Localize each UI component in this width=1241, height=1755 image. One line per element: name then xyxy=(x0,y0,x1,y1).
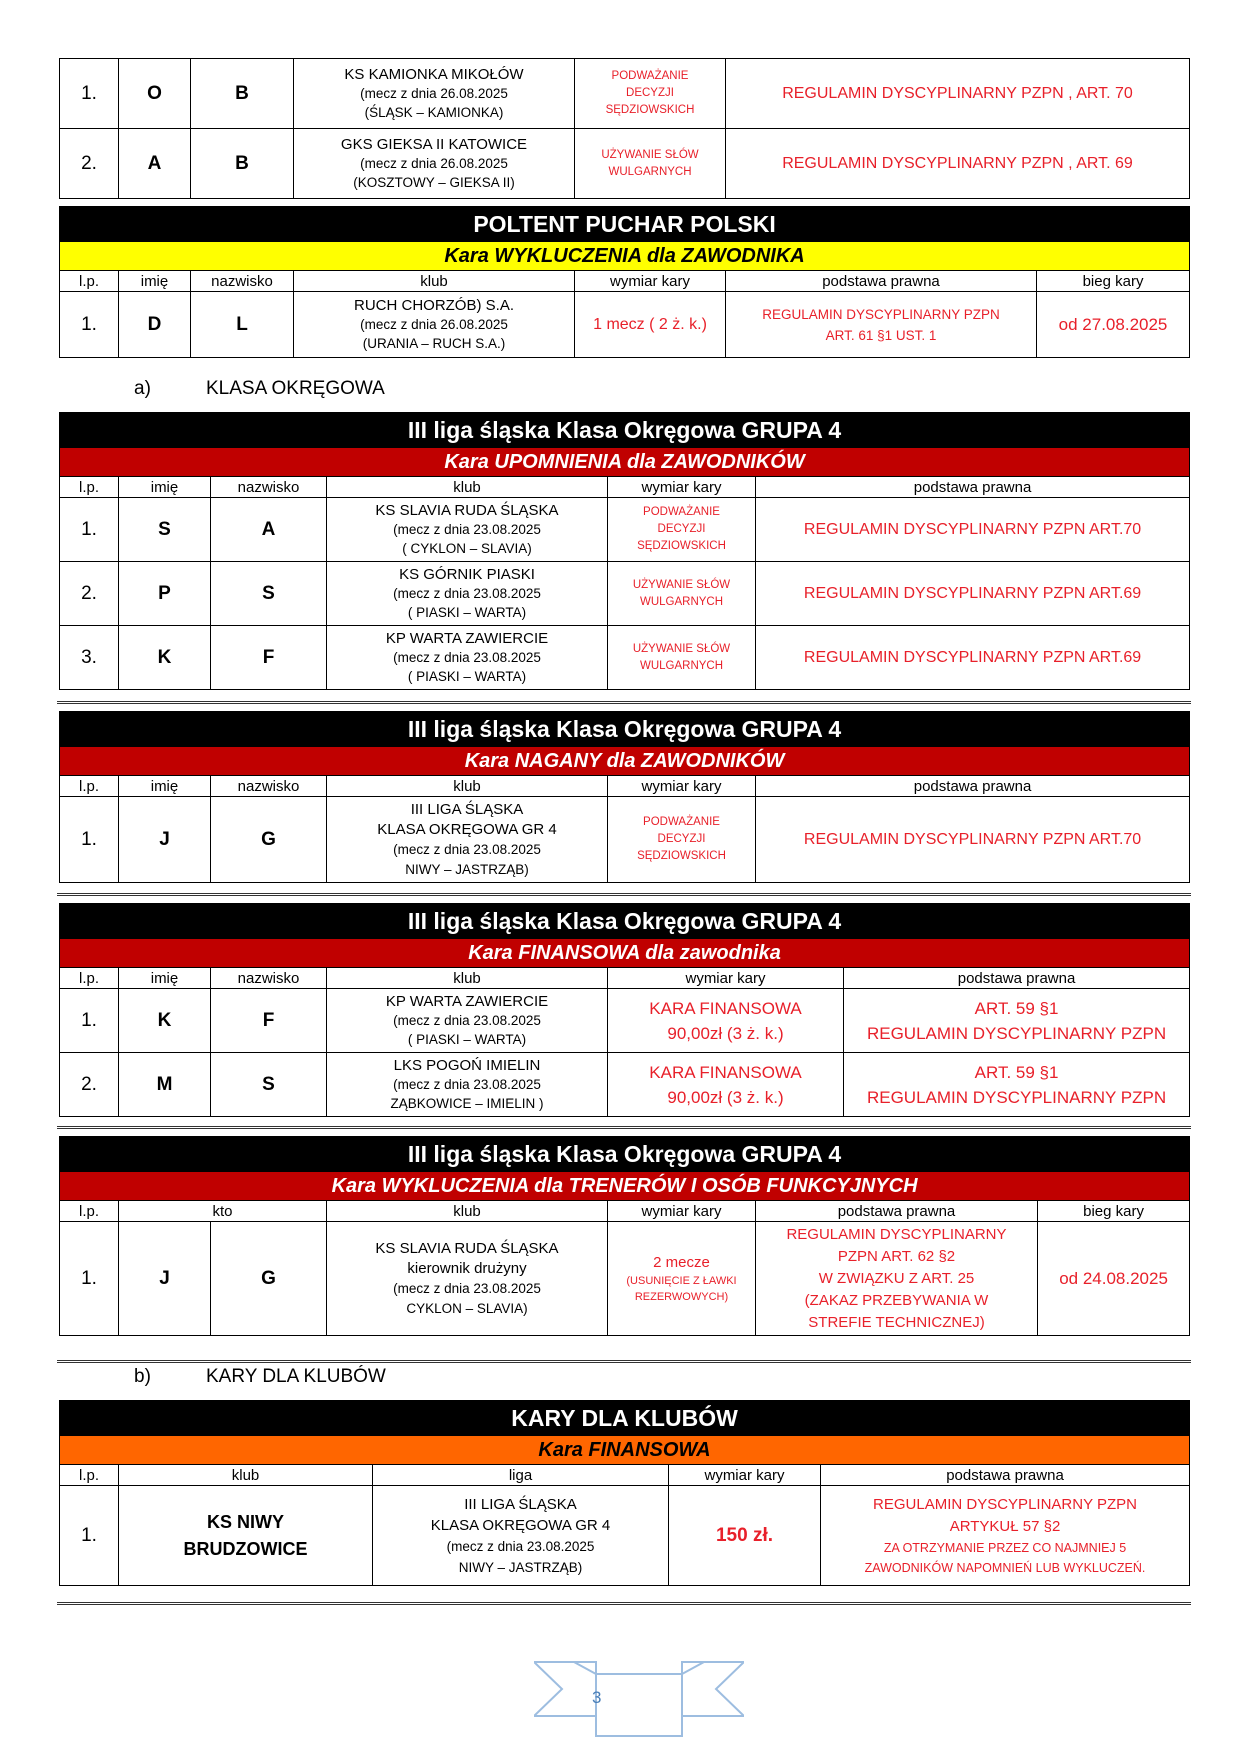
club-cell xyxy=(294,292,575,358)
legal-basis-cell: REGULAMIN DYSCYPLINARNY PZPN ART.69 xyxy=(756,562,1190,626)
column-header: imię xyxy=(119,271,191,292)
basis-line: REGULAMIN DYSCYPLINARNY xyxy=(786,1225,1007,1243)
legal-basis-cell: REGULAMIN DYSCYPLINARNY PZPN , ART. 69 xyxy=(726,129,1190,199)
reason-line: UŻYWANIE SŁÓW xyxy=(632,578,731,591)
match-teams: NIWY – JASTRZĄB) xyxy=(405,861,529,877)
club-cell xyxy=(327,1222,608,1336)
match-date: (mecz z dnia 26.08.2025 xyxy=(360,317,508,332)
table-title-row xyxy=(60,207,1190,242)
table-row xyxy=(60,989,1190,1053)
table-subtitle-row xyxy=(60,939,1190,968)
legal-basis-cell xyxy=(844,1053,1190,1117)
match-teams: ( PIASKI – WARTA) xyxy=(407,669,527,684)
match-teams: NIWY – JASTRZĄB) xyxy=(458,1559,583,1575)
reason-line: SĘDZIOWSKICH xyxy=(637,540,726,552)
match-teams: (KOSZTOWY – GIEKSA II) xyxy=(353,175,515,190)
table-row xyxy=(60,292,1190,358)
reprimand-table xyxy=(59,711,1190,883)
club-name: GKS GIEKSA II KATOWICE xyxy=(340,136,528,153)
table-subtitle-row xyxy=(60,242,1190,271)
double-divider xyxy=(57,1602,1191,1605)
penalty-value: 2 mecze xyxy=(653,1253,710,1271)
column-header: l.p. xyxy=(60,477,119,498)
last-name-cell: B xyxy=(191,59,294,129)
last-name-cell: B xyxy=(191,129,294,199)
table-row xyxy=(60,498,1190,562)
match-date: (mecz z dnia 23.08.2025 xyxy=(393,1013,541,1028)
table-row xyxy=(60,1222,1190,1336)
reason-line: WULGARNYCH xyxy=(639,595,724,608)
reason-line: PODWAŻANIE xyxy=(643,816,720,828)
column-header: l.p. xyxy=(60,1465,119,1486)
reason-line: SĘDZIOWSKICH xyxy=(605,104,695,116)
last-name-cell: L xyxy=(191,292,294,358)
club-cell xyxy=(294,59,575,129)
table-row xyxy=(60,797,1190,883)
club-name-line: KS NIWY xyxy=(206,1511,284,1532)
reason-line: PODWAŻANIE xyxy=(611,70,689,82)
double-divider xyxy=(57,1126,1191,1129)
table-subtitle: Kara NAGANY dla ZAWODNIKÓW xyxy=(60,747,1190,776)
legal-basis-cell: REGULAMIN DYSCYPLINARNY PZPN ART.69 xyxy=(756,626,1190,690)
table-title-row xyxy=(60,1137,1190,1172)
club-cell xyxy=(327,498,608,562)
lp-cell: 1. xyxy=(60,1486,119,1586)
basis-line: ZAWODNIKÓW NAPOMNIEŃ LUB WYKLUCZEŃ. xyxy=(864,1560,1146,1575)
reason-line: UŻYWANIE SŁÓW xyxy=(601,148,699,161)
column-header: nazwisko xyxy=(211,968,327,989)
lp-cell: 1. xyxy=(60,1222,119,1336)
club-name-line: BRUDZOWICE xyxy=(183,1538,308,1559)
table-subtitle: Kara UPOMNIENIA dla ZAWODNIKÓW xyxy=(60,448,1190,477)
column-header: nazwisko xyxy=(211,776,327,797)
penalty-cell: 1 mecz ( 2 ż. k.) xyxy=(575,292,726,358)
reason-line: SĘDZIOWSKICH xyxy=(637,850,726,862)
basis-line: ART. 59 §1 xyxy=(974,998,1059,1018)
club-cell xyxy=(294,129,575,199)
penalty-cell: 150 zł. xyxy=(669,1486,821,1586)
run-date-cell: od 27.08.2025 xyxy=(1037,292,1190,358)
table-title: III liga śląska Klasa Okręgowa GRUPA 4 xyxy=(60,413,1190,448)
column-header-row xyxy=(60,1465,1190,1486)
reason-line: DECYZJI xyxy=(657,833,706,845)
reason-line: DECYZJI xyxy=(626,87,674,99)
role-line: kierownik drużyny xyxy=(407,1259,527,1277)
league-line: KLASA OKRĘGOWA GR 4 xyxy=(377,820,557,838)
section-heading: KLASA OKRĘGOWA xyxy=(206,378,385,399)
column-header-row xyxy=(60,968,1190,989)
table-title: III liga śląska Klasa Okręgowa GRUPA 4 xyxy=(60,712,1190,747)
fines-table xyxy=(59,903,1190,1117)
club-name: KS GÓRNIK PIASKI xyxy=(399,566,535,583)
basis-line: ART. 59 §1 xyxy=(974,1062,1059,1082)
section-letter: b) xyxy=(134,1366,151,1387)
first-name-cell: K xyxy=(119,989,211,1053)
last-name-cell: F xyxy=(211,989,327,1053)
legal-basis-cell xyxy=(844,989,1190,1053)
table-subtitle-row xyxy=(60,448,1190,477)
match-teams: (ŚLĄSK – KAMIONKA) xyxy=(364,105,504,120)
club-name: LKS POGOŃ IMIELIN xyxy=(393,1057,541,1074)
column-header: bieg kary xyxy=(1038,1201,1190,1222)
basis-line: ARTYKUŁ 57 §2 xyxy=(949,1517,1061,1535)
basis-line: REGULAMIN DYSCYPLINARNY PZPN xyxy=(866,1087,1167,1107)
club-name: KS KAMIONKA MIKOŁÓW xyxy=(344,66,524,83)
column-header: podstawa prawna xyxy=(821,1465,1190,1486)
reason-line: DECYZJI xyxy=(657,523,706,535)
last-name-cell: S xyxy=(211,562,327,626)
match-teams: ( PIASKI – WARTA) xyxy=(407,1032,527,1047)
match-teams: ( PIASKI – WARTA) xyxy=(407,605,527,620)
league-line: III LIGA ŚLĄSKA xyxy=(410,800,524,818)
cup-table xyxy=(59,206,1190,358)
table-title: POLTENT PUCHAR POLSKI xyxy=(60,207,1190,242)
column-header: wymiar kary xyxy=(608,477,756,498)
column-header: podstawa prawna xyxy=(726,271,1037,292)
penalty-note: REZERWOWYCH) xyxy=(634,1290,729,1303)
match-date: (mecz z dnia 23.08.2025 xyxy=(446,1538,595,1554)
reason-cell xyxy=(575,129,726,199)
first-name-cell: K xyxy=(119,626,211,690)
match-teams: (URANIA – RUCH S.A.) xyxy=(362,336,506,351)
column-header: imię xyxy=(119,477,211,498)
reason-line: WULGARNYCH xyxy=(608,165,692,178)
column-header: nazwisko xyxy=(191,271,294,292)
legal-basis-cell xyxy=(726,292,1037,358)
table-title: III liga śląska Klasa Okręgowa GRUPA 4 xyxy=(60,1137,1190,1172)
club-cell xyxy=(327,1053,608,1117)
basis-line: REGULAMIN DYSCYPLINARNY PZPN xyxy=(866,1023,1167,1043)
column-header: nazwisko xyxy=(211,477,327,498)
double-divider xyxy=(57,893,1191,896)
lp-cell: 2. xyxy=(60,1053,119,1117)
table-row xyxy=(60,129,1190,199)
table-row xyxy=(60,562,1190,626)
match-teams: ( CYKLON – SLAVIA) xyxy=(402,541,532,556)
section-heading: KARY DLA KLUBÓW xyxy=(206,1366,386,1387)
penalty-line: 90,00zł (3 ż. k.) xyxy=(667,1023,784,1043)
page-number: 3 xyxy=(592,1688,602,1707)
column-header: klub xyxy=(327,1201,608,1222)
first-name-cell: J xyxy=(119,797,211,883)
first-name-cell: M xyxy=(119,1053,211,1117)
last-name-cell: S xyxy=(211,1053,327,1117)
column-header-row xyxy=(60,1201,1190,1222)
lp-cell: 2. xyxy=(60,129,119,199)
club-cell xyxy=(119,1486,373,1586)
penalty-cell xyxy=(608,1053,844,1117)
club-cell xyxy=(327,797,608,883)
reason-cell xyxy=(575,59,726,129)
club-cell xyxy=(327,562,608,626)
run-date-cell: od 24.08.2025 xyxy=(1038,1222,1190,1336)
lp-cell: 3. xyxy=(60,626,119,690)
table-title-row xyxy=(60,1401,1190,1436)
basis-line: W ZWIĄZKU Z ART. 25 xyxy=(818,1269,975,1287)
table-title: KARY DLA KLUBÓW xyxy=(60,1401,1190,1436)
warnings-table xyxy=(59,412,1190,690)
lp-cell: 2. xyxy=(60,562,119,626)
reason-line: PODWAŻANIE xyxy=(643,506,720,518)
reason-line: WULGARNYCH xyxy=(639,659,724,672)
first-name-cell: J xyxy=(119,1222,211,1336)
penalty-note: (USUNIĘCIE Z ŁAWKI xyxy=(626,1274,737,1287)
penalty-line: 90,00zł (3 ż. k.) xyxy=(667,1087,784,1107)
column-header: imię xyxy=(119,968,211,989)
legal-basis-cell: REGULAMIN DYSCYPLINARNY PZPN , ART. 70 xyxy=(726,59,1190,129)
first-name-cell: S xyxy=(119,498,211,562)
column-header: podstawa prawna xyxy=(756,1201,1038,1222)
last-name-cell: G xyxy=(211,797,327,883)
column-header: klub xyxy=(327,477,608,498)
last-name-cell: G xyxy=(211,1222,327,1336)
column-header: imię xyxy=(119,776,211,797)
club-cell xyxy=(327,989,608,1053)
first-name-cell: D xyxy=(119,292,191,358)
penalty-cell xyxy=(608,989,844,1053)
last-name-cell: F xyxy=(211,626,327,690)
column-header: podstawa prawna xyxy=(756,477,1190,498)
league-line: III LIGA ŚLĄSKA xyxy=(464,1495,577,1513)
match-date: (mecz z dnia 23.08.2025 xyxy=(393,1280,541,1296)
lp-cell: 1. xyxy=(60,498,119,562)
match-date: (mecz z dnia 23.08.2025 xyxy=(393,650,541,665)
match-date: (mecz z dnia 23.08.2025 xyxy=(393,522,541,537)
column-header: klub xyxy=(327,776,608,797)
table-title-row xyxy=(60,904,1190,939)
legal-basis-cell: REGULAMIN DYSCYPLINARNY PZPN ART.70 xyxy=(756,498,1190,562)
basis-line: STREFIE TECHNICZNEJ) xyxy=(808,1313,985,1331)
column-header: wymiar kary xyxy=(575,271,726,292)
match-date: (mecz z dnia 23.08.2025 xyxy=(393,841,541,857)
match-teams: ZĄBKOWICE – IMIELIN ) xyxy=(390,1096,544,1111)
legal-basis-cell: REGULAMIN DYSCYPLINARNY PZPN ART.70 xyxy=(756,797,1190,883)
column-header: klub xyxy=(294,271,575,292)
club-name: RUCH CHORZÓB) S.A. xyxy=(353,297,514,314)
column-header: wymiar kary xyxy=(608,968,844,989)
column-header: wymiar kary xyxy=(608,776,756,797)
column-header: liga xyxy=(373,1465,669,1486)
column-header: podstawa prawna xyxy=(756,776,1190,797)
table-subtitle: Kara FINANSOWA dla zawodnika xyxy=(60,939,1190,968)
table-row xyxy=(60,1053,1190,1117)
basis-line: (ZAKAZ PRZEBYWANIA W xyxy=(804,1291,989,1309)
basis-line: REGULAMIN DYSCYPLINARNY PZPN xyxy=(873,1495,1137,1513)
lp-cell: 1. xyxy=(60,797,119,883)
column-header-row xyxy=(60,776,1190,797)
table-subtitle: Kara WYKLUCZENIA dla ZAWODNIKA xyxy=(60,242,1190,271)
lp-cell: 1. xyxy=(60,292,119,358)
column-header: l.p. xyxy=(60,271,119,292)
penalty-line: KARA FINANSOWA xyxy=(649,998,802,1018)
column-header: klub xyxy=(327,968,608,989)
first-name-cell: A xyxy=(119,129,191,199)
first-name-cell: P xyxy=(119,562,211,626)
column-header-row xyxy=(60,477,1190,498)
table-subtitle-row xyxy=(60,747,1190,776)
first-name-cell: O xyxy=(119,59,191,129)
column-header: podstawa prawna xyxy=(844,968,1190,989)
club-fines-table xyxy=(59,1400,1190,1586)
club-name: KS SLAVIA RUDA ŚLĄSKA xyxy=(375,1239,559,1257)
reason-cell xyxy=(608,626,756,690)
lp-cell: 1. xyxy=(60,59,119,129)
legal-basis-cell xyxy=(756,1222,1038,1336)
table-title-row xyxy=(60,712,1190,747)
column-header: wymiar kary xyxy=(669,1465,821,1486)
column-header: l.p. xyxy=(60,968,119,989)
basis-line: REGULAMIN DYSCYPLINARNY PZPN xyxy=(762,306,1000,322)
lp-cell: 1. xyxy=(60,989,119,1053)
basis-line: ZA OTRZYMANIE PRZEZ CO NAJMNIEJ 5 xyxy=(883,1540,1127,1555)
legal-basis-cell xyxy=(821,1486,1190,1586)
table-subtitle: Kara WYKLUCZENIA dla TRENERÓW I OSÓB FUNKCYJNYCH xyxy=(60,1172,1190,1201)
reason-cell xyxy=(608,797,756,883)
coaches-table xyxy=(59,1136,1190,1336)
match-date: (mecz z dnia 26.08.2025 xyxy=(360,86,508,101)
double-divider xyxy=(57,701,1191,704)
table-title: III liga śląska Klasa Okręgowa GRUPA 4 xyxy=(60,904,1190,939)
club-cell xyxy=(327,626,608,690)
penalty-cell xyxy=(608,1222,756,1336)
column-header-row xyxy=(60,271,1190,292)
column-header: kto xyxy=(119,1201,327,1222)
reason-cell xyxy=(608,498,756,562)
page-number-banner-icon xyxy=(534,1654,744,1744)
top-penalty-table xyxy=(59,58,1190,199)
table-subtitle: Kara FINANSOWA xyxy=(60,1436,1190,1465)
match-date: (mecz z dnia 23.08.2025 xyxy=(393,1077,541,1092)
table-subtitle-row xyxy=(60,1172,1190,1201)
section-letter: a) xyxy=(134,378,151,399)
column-header: wymiar kary xyxy=(608,1201,756,1222)
league-cell xyxy=(373,1486,669,1586)
penalty-line: KARA FINANSOWA xyxy=(649,1062,802,1082)
match-teams: CYKLON – SLAVIA) xyxy=(406,1300,528,1316)
column-header: bieg kary xyxy=(1037,271,1190,292)
column-header: klub xyxy=(119,1465,373,1486)
reason-cell xyxy=(608,562,756,626)
table-row xyxy=(60,1486,1190,1586)
table-subtitle-row xyxy=(60,1436,1190,1465)
table-row xyxy=(60,59,1190,129)
match-date: (mecz z dnia 26.08.2025 xyxy=(360,156,508,171)
club-name: KP WARTA ZAWIERCIE xyxy=(385,993,549,1010)
club-name: KS SLAVIA RUDA ŚLĄSKA xyxy=(375,502,559,519)
reason-line: UŻYWANIE SŁÓW xyxy=(632,642,731,655)
column-header: l.p. xyxy=(60,776,119,797)
double-divider xyxy=(57,1360,1191,1363)
table-row xyxy=(60,626,1190,690)
club-name: KP WARTA ZAWIERCIE xyxy=(385,630,549,647)
table-title-row xyxy=(60,413,1190,448)
league-line: KLASA OKRĘGOWA GR 4 xyxy=(430,1516,611,1534)
column-header: l.p. xyxy=(60,1201,119,1222)
basis-line: ART. 61 §1 UST. 1 xyxy=(825,327,937,343)
basis-line: PZPN ART. 62 §2 xyxy=(837,1247,956,1265)
match-date: (mecz z dnia 23.08.2025 xyxy=(393,586,541,601)
last-name-cell: A xyxy=(211,498,327,562)
